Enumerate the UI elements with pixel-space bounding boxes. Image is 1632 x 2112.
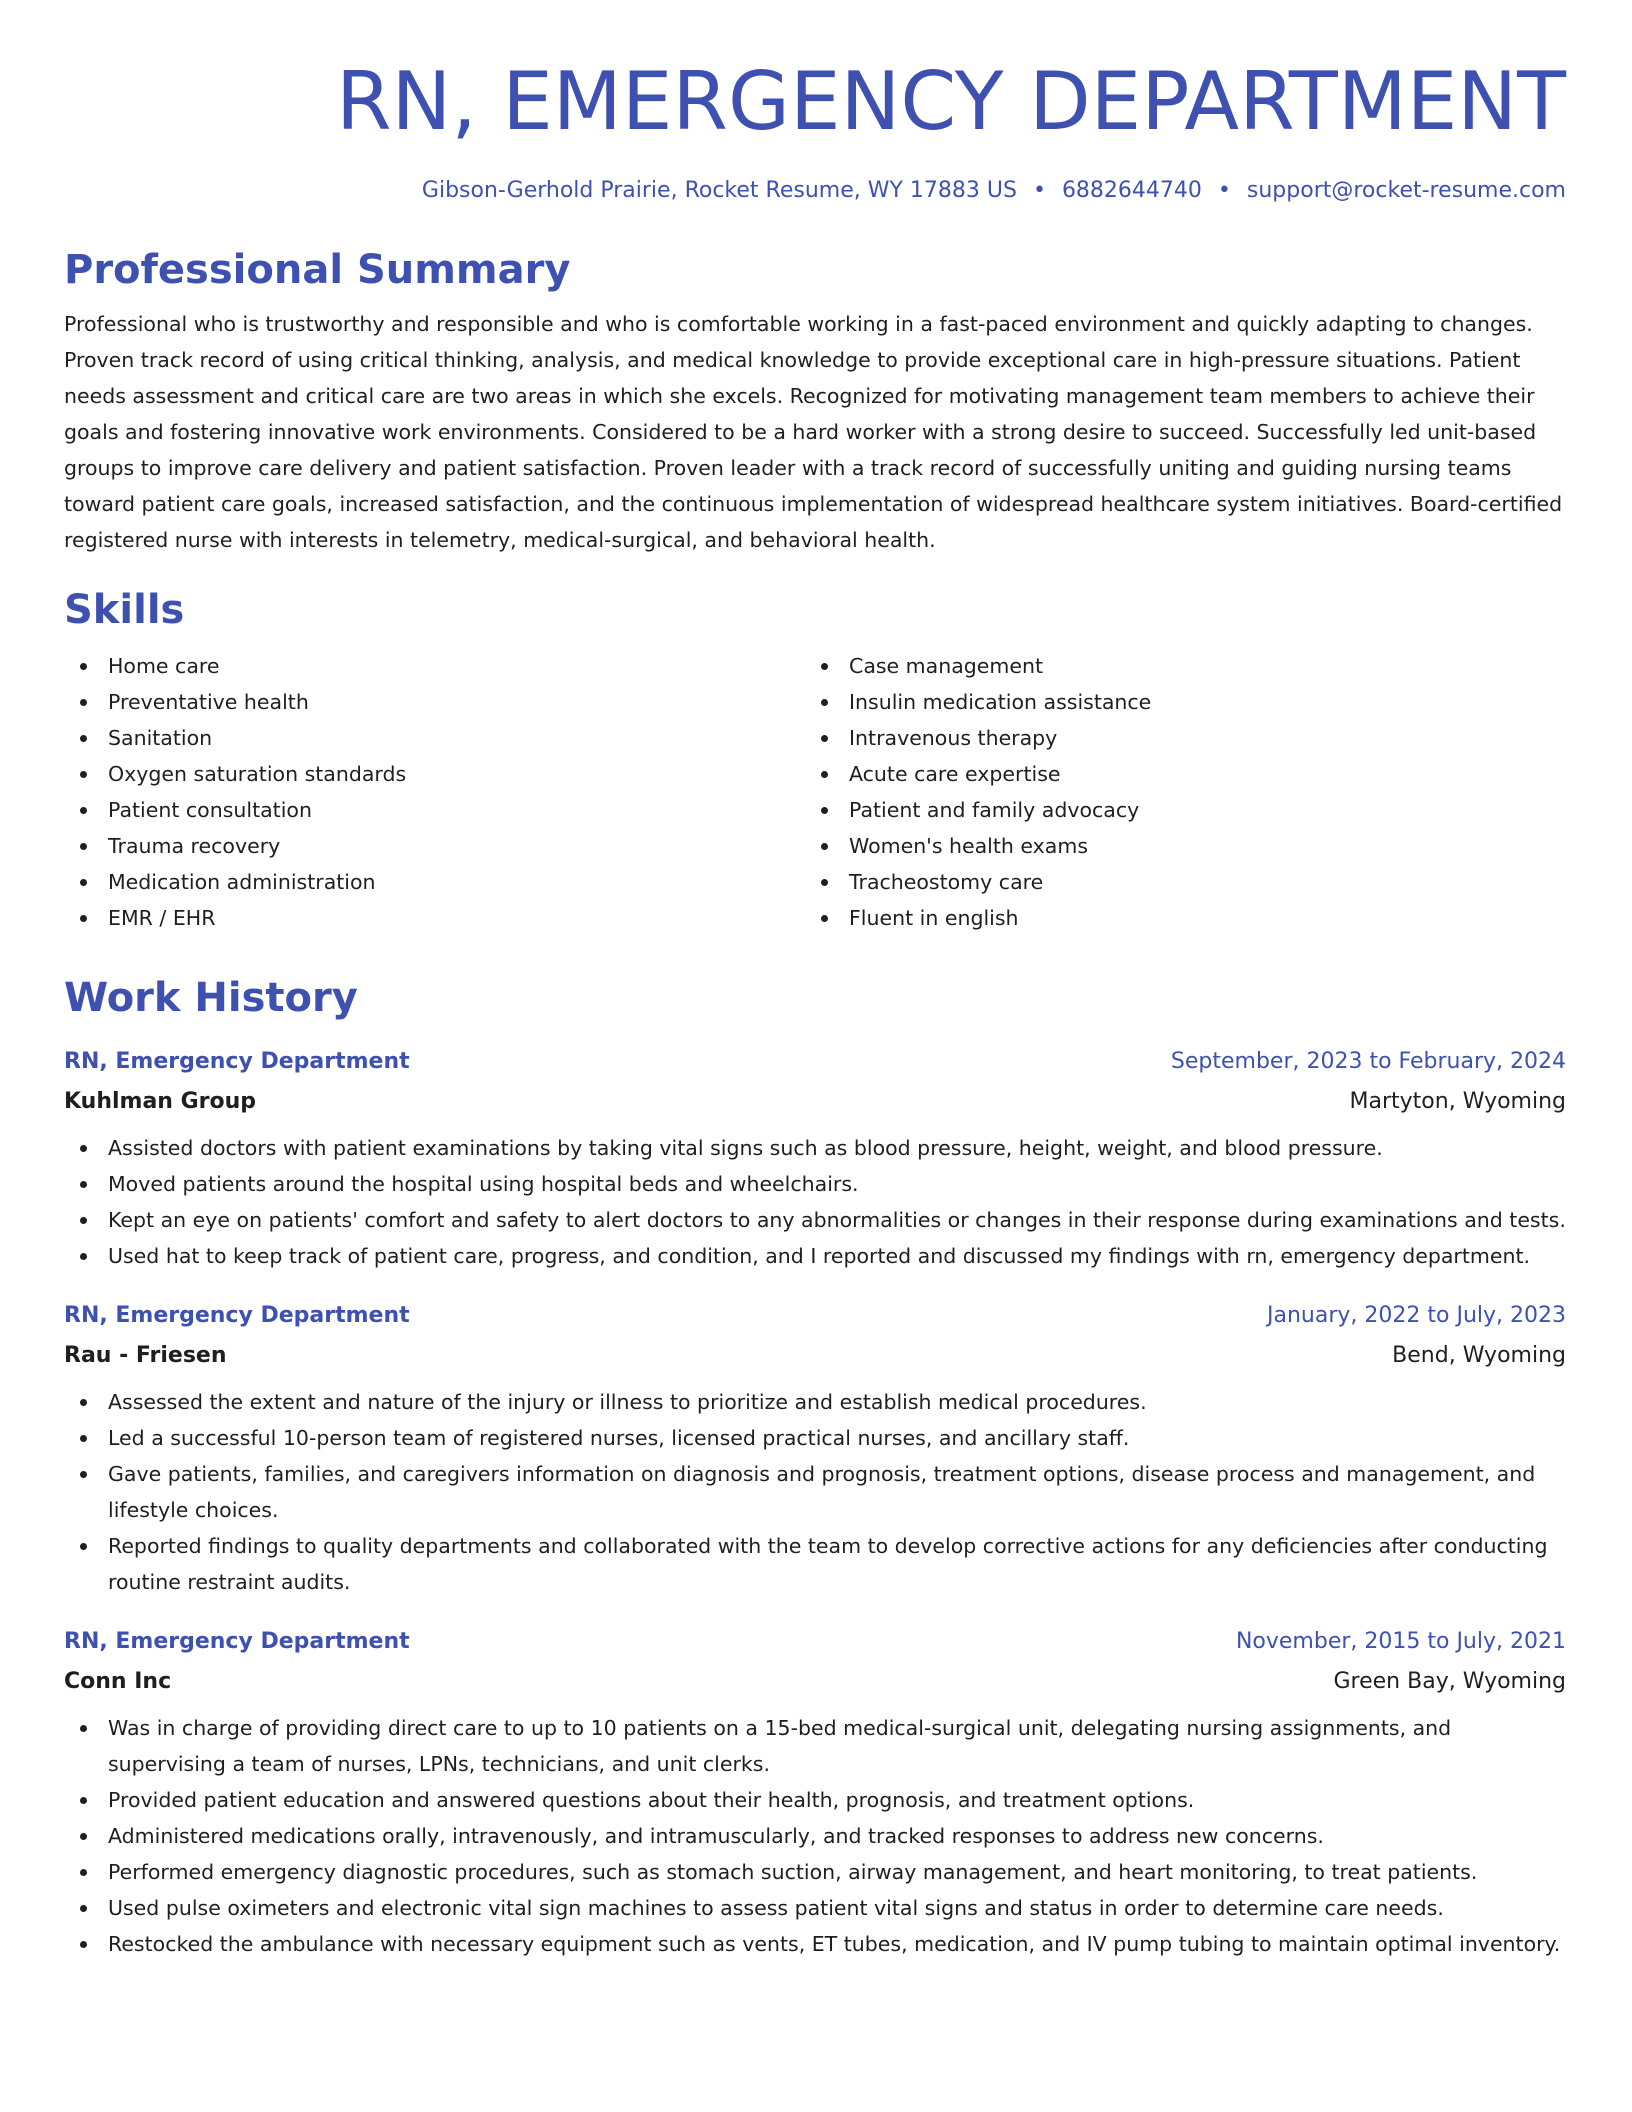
job-title: RN, Emergency Department (64, 1303, 410, 1328)
contact-separator: • (1217, 178, 1231, 203)
job-company: Kuhlman Group (64, 1089, 257, 1114)
job-duties-list (64, 1130, 1566, 1274)
skill-item: Fluent in english (805, 900, 1546, 936)
job-duty-item: Moved patients around the hospital using hospital beds and wheelchairs. (64, 1166, 1566, 1202)
job-duties-list (64, 1710, 1566, 1962)
job-header-row (64, 1044, 1566, 1080)
skill-item: Acute care expertise (805, 756, 1546, 792)
skill-item: Tracheostomy care (805, 864, 1546, 900)
job-location: Bend, Wyoming (1392, 1343, 1566, 1368)
skill-item: EMR / EHR (64, 900, 805, 936)
job-header-row (64, 1624, 1566, 1660)
work-history-heading: Work History (64, 975, 358, 1021)
job-employer-row (64, 1080, 1566, 1124)
job-duty-item: Provided patient education and answered questions about their health, prognosis, and treatment options. (64, 1782, 1566, 1818)
skills-grid (64, 648, 1566, 936)
job-company: Conn Inc (64, 1669, 172, 1694)
job-duties-list (64, 1384, 1566, 1600)
job-location: Martyton, Wyoming (1349, 1089, 1566, 1114)
job-title: RN, Emergency Department (64, 1049, 410, 1074)
skills-column-right (805, 648, 1546, 936)
job-duty-item: Performed emergency diagnostic procedures, such as stomach suction, airway management, and heart monitoring, to treat patients. (64, 1854, 1566, 1890)
resume-page (64, 0, 1566, 1962)
candidate-name: RN, EMERGENCY DEPARTMENT (335, 55, 1566, 148)
job-entry (64, 1044, 1566, 1274)
skill-item: Oxygen saturation standards (64, 756, 805, 792)
skill-item: Case management (805, 648, 1546, 684)
job-entry (64, 1624, 1566, 1962)
skill-item: Medication administration (64, 864, 805, 900)
job-location: Green Bay, Wyoming (1333, 1669, 1566, 1694)
job-duty-item: Reported findings to quality departments and collaborated with the team to develop corrective actions for any deficiencies after conducting routine restraint audits. (64, 1528, 1566, 1600)
job-duty-item: Was in charge of providing direct care to up to 10 patients on a 15-bed medical-surgical unit, delegating nursing assignments, and supervising a team of nurses, LPNs, technicians, and unit clerks. (64, 1710, 1566, 1782)
skill-item: Sanitation (64, 720, 805, 756)
summary-heading: Professional Summary (64, 247, 571, 293)
skill-item: Preventative health (64, 684, 805, 720)
resume-header (64, 0, 1566, 206)
contact-phone[interactable]: 6882644740 (1061, 178, 1202, 203)
job-title: RN, Emergency Department (64, 1629, 410, 1654)
job-duty-item: Assisted doctors with patient examinations by taking vital signs such as blood pressure, height, weight, and blood pressure. (64, 1130, 1566, 1166)
contact-separator: • (1032, 178, 1046, 203)
job-duty-item: Led a successful 10-person team of registered nurses, licensed practical nurses, and ancillary staff. (64, 1420, 1566, 1456)
skill-item: Insulin medication assistance (805, 684, 1546, 720)
job-duty-item: Kept an eye on patients' comfort and safety to alert doctors to any abnormalities or changes in their response during examinations and tests. (64, 1202, 1566, 1238)
skill-item: Home care (64, 648, 805, 684)
contact-address: Gibson-Gerhold Prairie, Rocket Resume, WY 17883 US (421, 178, 1017, 203)
job-dates: January, 2022 to July, 2023 (1267, 1303, 1566, 1328)
contact-line (64, 176, 1566, 206)
job-duty-item: Used hat to keep track of patient care, progress, and condition, and I reported and discussed my findings with rn, emergency department. (64, 1238, 1566, 1274)
contact-email[interactable]: support@rocket-resume.com (1246, 178, 1566, 203)
job-header-row (64, 1298, 1566, 1334)
work-history-section (64, 972, 1566, 1962)
summary-text: Professional who is trustworthy and responsible and who is comfortable working in a fast-paced environment and quickly adapting to changes. Proven track record of using critical thinking, analysis, and medical knowledge to provide exceptional care in high-pressure situations. Patient needs assessment and critical care are two areas in which she excels. Recognized for motivating management team members to achieve their goals and fostering innovative work environments. Considered to be a hard worker with a strong desire to succeed. Successfully led unit-based groups to improve care delivery and patient satisfaction. Proven leader with a track record of successfully uniting and guiding nursing teams toward patient care goals, increased satisfaction, and the continuous implementation of widespread healthcare system initiatives. Board-certified registered nurse with interests in telemetry, medical-surgical, and behavioral health. (64, 312, 1563, 552)
job-duty-item: Used pulse oximeters and electronic vital sign machines to assess patient vital signs and status in order to determine care needs. (64, 1890, 1566, 1926)
job-duty-item: Assessed the extent and nature of the injury or illness to prioritize and establish medical procedures. (64, 1384, 1566, 1420)
job-company: Rau - Friesen (64, 1343, 227, 1368)
skill-item: Patient and family advocacy (805, 792, 1546, 828)
job-duty-item: Restocked the ambulance with necessary equipment such as vents, ET tubes, medication, and IV pump tubing to maintain optimal inventory. (64, 1926, 1566, 1962)
job-dates: September, 2023 to February, 2024 (1170, 1049, 1566, 1074)
job-employer-row (64, 1334, 1566, 1378)
job-entry (64, 1298, 1566, 1600)
skills-heading: Skills (64, 587, 185, 633)
skills-section (64, 584, 1566, 936)
job-duty-item: Gave patients, families, and caregivers information on diagnosis and prognosis, treatment options, disease process and management, and lifestyle choices. (64, 1456, 1566, 1528)
job-employer-row (64, 1660, 1566, 1704)
summary-section (64, 244, 1566, 558)
skill-item: Patient consultation (64, 792, 805, 828)
skills-column-left (64, 648, 805, 936)
job-dates: November, 2015 to July, 2021 (1235, 1629, 1566, 1654)
skill-item: Intravenous therapy (805, 720, 1546, 756)
skill-item: Women's health exams (805, 828, 1546, 864)
job-duty-item: Administered medications orally, intravenously, and intramuscularly, and tracked responses to address new concerns. (64, 1818, 1566, 1854)
skill-item: Trauma recovery (64, 828, 805, 864)
